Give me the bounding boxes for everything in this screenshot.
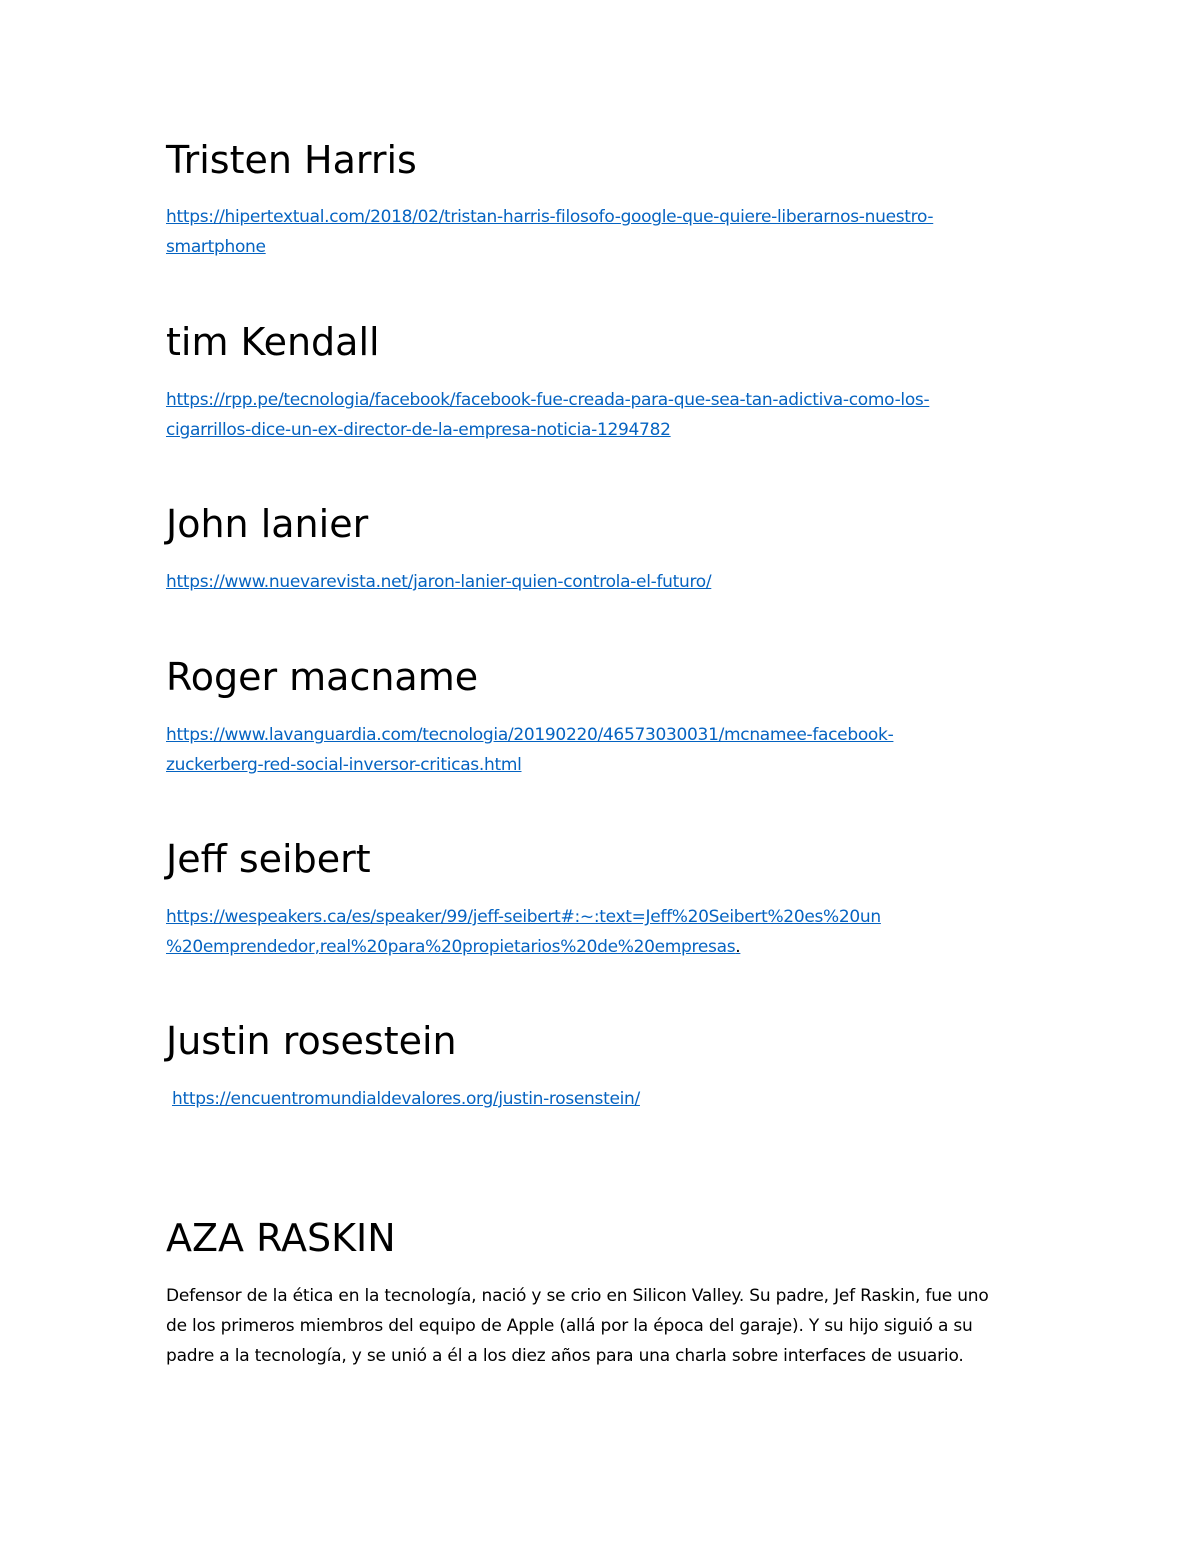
link-jeff-seibert-line-1[interactable]: https://wespeakers.ca/es/speaker/99/jeff-seibert#:~:text=Jeff%20Seibert%20es%20un [166, 907, 881, 927]
heading-roger-macname: Roger macname [166, 655, 479, 699]
link-roger-macname-line-1[interactable]: https://www.lavanguardia.com/tecnologia/20190220/46573030031/mcnamee-facebook- [166, 725, 894, 745]
link-john-lanier-line-1[interactable]: https://www.nuevarevista.net/jaron-lanier-quien-controla-el-futuro/ [166, 572, 712, 592]
paragraph-aza-raskin-line-3: padre a la tecnología, y se unió a él a los diez años para una charla sobre interfaces de usuario. [166, 1346, 964, 1366]
paragraph-aza-raskin-line-2: de los primeros miembros del equipo de Apple (allá por la época del garaje). Y su hijo siguió a su [166, 1316, 973, 1336]
paragraph-aza-raskin-line-1: Defensor de la ética en la tecnología, nació y se crio en Silicon Valley. Su padre, Jef Raskin, fue uno [166, 1286, 989, 1306]
trailing-period: . [735, 937, 741, 957]
link-tristen-harris-line-1[interactable]: https://hipertextual.com/2018/02/tristan-harris-filosofo-google-que-quiere-liberarnos-nuestro- [166, 207, 934, 227]
link-jeff-seibert-line-2[interactable]: %20emprendedor,real%20para%20propietarios%20de%20empresas [166, 937, 736, 957]
heading-jeff-seibert: Jeff seibert [166, 837, 371, 881]
heading-justin-rosestein: Justin rosestein [166, 1019, 457, 1063]
link-tristen-harris-line-2[interactable]: smartphone [166, 237, 266, 257]
link-roger-macname-line-2[interactable]: zuckerberg-red-social-inversor-criticas.html [166, 755, 522, 775]
link-tim-kendall-line-2[interactable]: cigarrillos-dice-un-ex-director-de-la-empresa-noticia-1294782 [166, 420, 671, 440]
heading-tim-kendall: tim Kendall [166, 320, 380, 364]
link-jeff-seibert-line-2-wrapper [166, 932, 740, 962]
link-tim-kendall-line-1[interactable]: https://rpp.pe/tecnologia/facebook/facebook-fue-creada-para-que-sea-tan-adictiva-como-los- [166, 390, 930, 410]
heading-tristen-harris: Tristen Harris [166, 138, 417, 182]
link-justin-rosestein-line-1[interactable]: https://encuentromundialdevalores.org/justin-rosenstein/ [172, 1089, 640, 1109]
heading-aza-raskin: AZA RASKIN [166, 1216, 396, 1260]
heading-john-lanier: John lanier [166, 502, 369, 546]
